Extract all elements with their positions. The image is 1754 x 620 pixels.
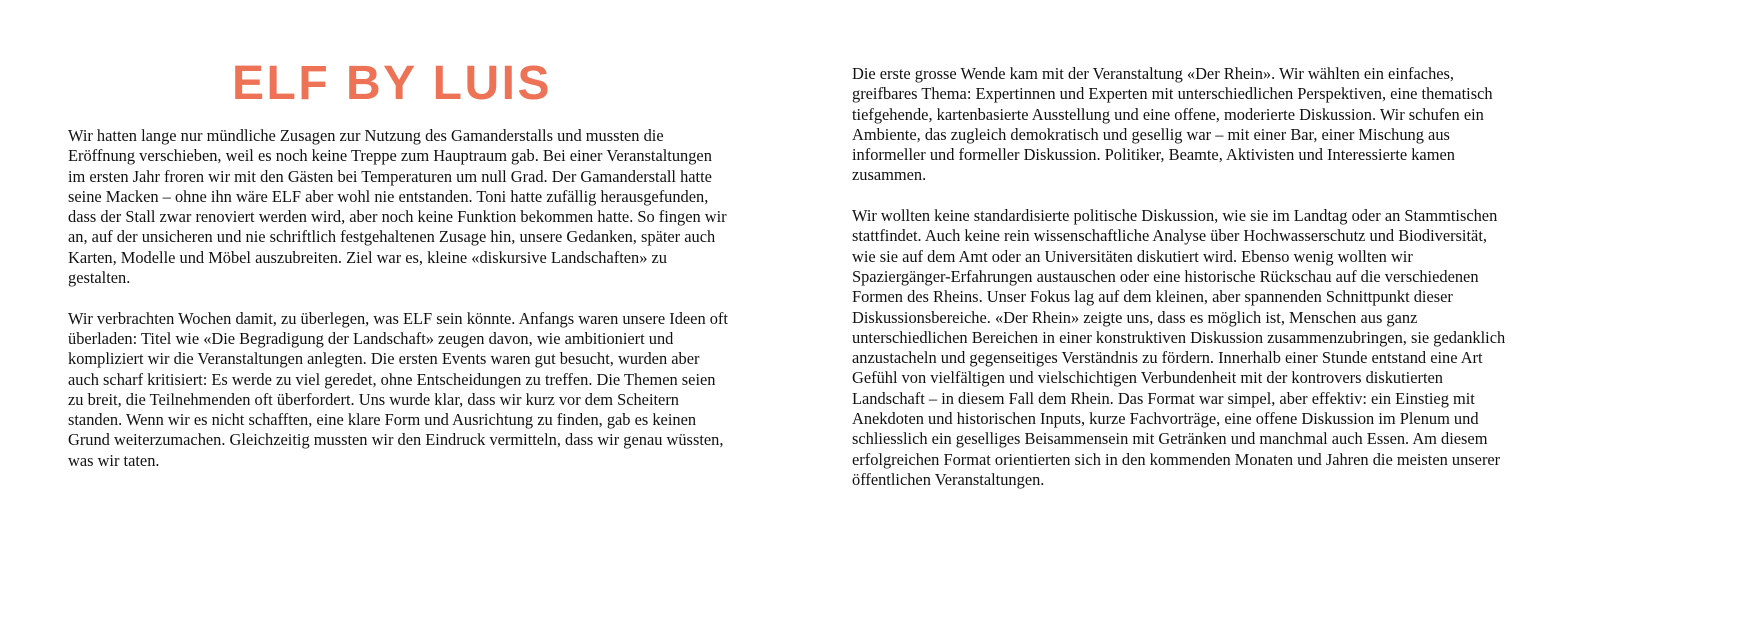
- body-paragraph: Wir hatten lange nur mündliche Zusagen zur Nutzung des Gamanderstalls und mussten die Eröffnung verschieben, weil es noch keine Treppe zum Hauptraum gab. Bei einer Veranstaltungen im ersten Jahr froren wir mit den Gästen bei Temperaturen um null Grad. Der Gamanderstall hatte seine Macken – ohne ihn wäre ELF aber wohl nie entstanden. Toni hatte zufällig herausgefunden, dass der Stall zwar renoviert werden wird, aber noch keine Funktion bekommen hatte. So fingen wir an, auf der unsicheren und nie schriftlich festgehaltenen Zusage hin, unsere Gedanken, später auch Karten, Modelle und Möbel auszubreiten. Ziel war es, kleine «diskursive Landschaften» zu gestalten.: [68, 126, 727, 288]
- page-title: ELF BY LUIS: [232, 57, 552, 110]
- right-page-column: [852, 64, 1512, 511]
- body-paragraph: Wir wollten keine standardisierte politische Diskussion, wie sie im Landtag oder an Stammtischen stattfindet. Auch keine rein wissenschaftliche Analyse über Hochwasserschutz und Biodiversität, wie sie auf dem Amt oder an Universitäten diskutiert wird. Ebenso wenig wollten wir Spaziergänger-Erfahrungen austauschen oder eine historische Rückschau auf die verschiedenen Formen des Rheins. Unser Fokus lag auf dem kleinen, aber spannenden Schnittpunkt dieser Diskussionsbereiche. «Der Rhein» zeigte uns, dass es möglich ist, Menschen aus ganz unterschiedlichen Bereichen in einer konstruktiven Diskussion zusammenzubringen, sie gedanklich anzustacheln und gegenseitiges Verständnis zu fördern. Innerhalb einer Stunde entstand eine Art Gefühl von vielfältigen und vielschichtigen Verbundenheit mit der kontrovers diskutierten Landschaft – in diesem Fall dem Rhein. Das Format war simpel, aber effektiv: ein Einstieg mit Anekdoten und historischen Inputs, kurze Fachvorträge, eine offene Diskussion im Plenum und schliesslich ein geselliges Beisammensein mit Getränken und manchmal auch Essen. Am diesem erfolgreichen Format orientierten sich in den kommenden Monaten und Jahren die meisten unserer öffentlichen Veranstaltungen.: [852, 206, 1506, 489]
- body-paragraph: Die erste grosse Wende kam mit der Veranstaltung «Der Rhein». Wir wählten ein einfaches, greifbares Thema: Expertinnen und Experten mit unterschiedlichen Perspektiven, eine thematisch tiefgehende, kartenbasierte Ausstellung und eine offene, moderierte Diskussion. Wir schufen ein Ambiente, das zugleich demokratisch und gesellig war – mit einer Bar, einer Mischung aus informeller und formeller Diskussion. Politiker, Beamte, Aktivisten und Interessierte kamen zusammen.: [852, 64, 1493, 185]
- left-page-column: [68, 126, 728, 491]
- body-paragraph: Wir verbrachten Wochen damit, zu überlegen, was ELF sein könnte. Anfangs waren unsere Ideen oft überladen: Titel wie «Die Begradigung der Landschaft» zeugen davon, wie ambitioniert und kompliziert wir die Veranstaltungen anlegten. Die ersten Events waren gut besucht, wurden aber auch scharf kritisiert: Es werde zu viel geredet, ohne Entscheidungen zu treffen. Die Themen seien zu breit, die Teilnehmenden oft überfordert. Uns wurde klar, dass wir kurz vor dem Scheitern standen. Wenn wir es nicht schafften, eine klare Form und Ausrichtung zu finden, gab es keinen Grund weiterzumachen. Gleichzeitig mussten wir den Eindruck vermitteln, dass wir genau wüssten, was wir taten.: [68, 308, 728, 470]
